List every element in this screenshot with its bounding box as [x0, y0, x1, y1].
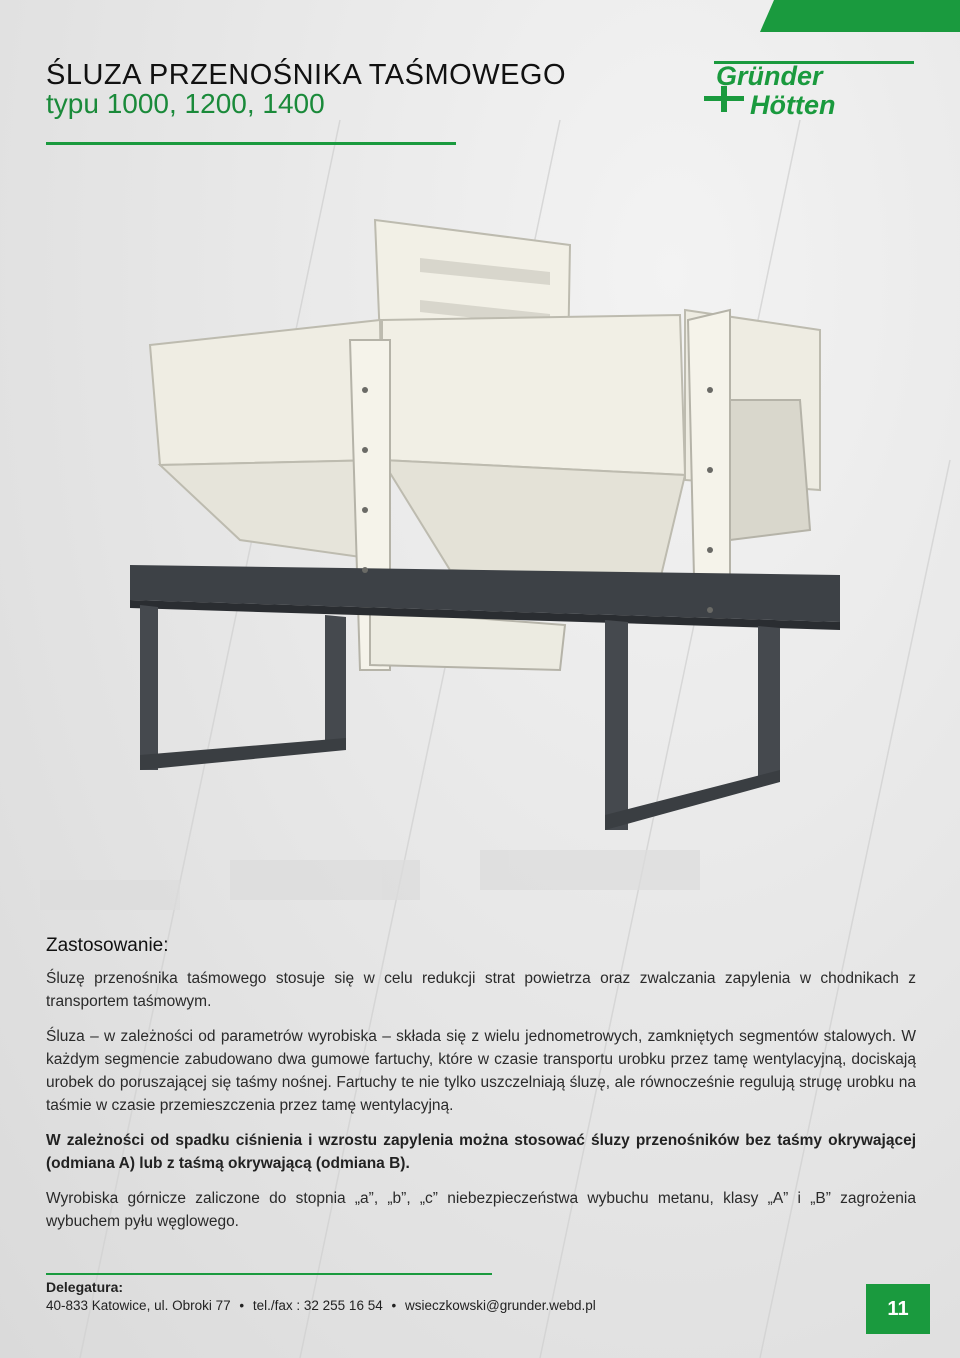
footer-address: 40-833 Katowice, ul. Obroki 77 — [46, 1298, 231, 1313]
paragraph-3-bold: W zależności od spadku ciśnienia i wzrostu zapylenia można stosować śluzy przenośników bez taśmy okrywającej (odmiana A) lub z taśmą okrywającą (odmiana B). — [46, 1132, 916, 1172]
footer-contact — [46, 1298, 596, 1313]
page-subtitle: typu 1000, 1200, 1400 — [46, 88, 325, 119]
paragraph-4: Wyrobiska górnicze zaliczone do stopnia „a”, „b”, „c” niebezpieczeństwa wybuchu metanu, klasy „A” i „B” zagrożenia wybuchem pyłu węglowego. — [46, 1190, 916, 1230]
footer-label: Delegatura: — [46, 1279, 124, 1295]
title-underline — [46, 142, 456, 145]
footer-email[interactable]: wsieczkowski@grunder.webd.pl — [405, 1298, 596, 1313]
conveyor-lock-photo — [120, 190, 840, 850]
footer-separator: • — [239, 1298, 245, 1313]
footer-phone: tel./fax : 32 255 16 54 — [252, 1298, 383, 1313]
corner-accent — [760, 0, 960, 32]
logo-text-bottom: Hötten — [750, 90, 836, 120]
content-section — [46, 934, 916, 1245]
paragraph-1: Śluzę przenośnika taśmowego stosuje się w celu redukcji strat powietrza oraz zwalczania zapylenia w chodnikach z transportem taśmowym. — [46, 970, 916, 1010]
page-title: ŚLUZA PRZENOŚNIKA TAŚMOWEGO — [46, 59, 567, 92]
page-number: 11 — [866, 1284, 930, 1334]
grunder-hutten-logo — [704, 58, 918, 120]
logo-text-top: Gründer — [716, 61, 823, 91]
footer-divider — [46, 1273, 492, 1275]
section-heading: Zastosowanie: — [46, 935, 169, 956]
footer-separator: • — [391, 1298, 397, 1313]
paragraph-2: Śluza – w zależności od parametrów wyrobiska – składa się z wielu jednometrowych, zamkniętych segmentów stalowych. W każdym segmencie zabudowano dwa gumowe fartuchy, które w czasie transportu urobku przez tamę wentylacyjną, dociskają urobek do poruszającej się taśmy nośnej. Fartuchy te nie tylko uszczelniają śluzę, ale równocześnie regulują strugę urobku na taśmie w czasie przemieszczenia przez tamę wentylacyjną. — [46, 1028, 916, 1114]
